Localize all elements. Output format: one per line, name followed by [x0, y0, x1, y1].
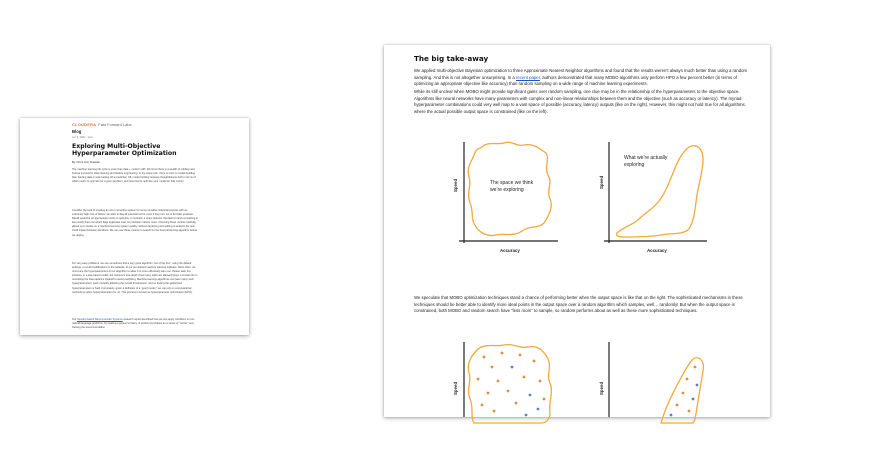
- y-axis-title: Speed: [453, 178, 458, 192]
- sample-point: [694, 366, 697, 369]
- sample-point: [523, 376, 526, 379]
- blog-page-preview: [20, 118, 249, 335]
- section-heading: The big take-away: [414, 54, 489, 63]
- post-paragraph: The machine learning life cycle is more than data + model = API. We know there is a wealth of subtlety and finesse involved in data cleaning and feature engineering. In the same vein, there is more to model-building than feeding data in and reading off a prediction. ML model building requires thoughtfulness both in terms of which metric to optimize for a given problem, and how best to optimize your model for that metric!: [72, 168, 196, 184]
- paragraph-text: We applied multi-objective Bayesian optimization to three Approximate Nearest Neighbor algorithms and found that the results weren’t always much better than using a random sampling. And this is not altogether unsurprising. In a: [414, 68, 748, 80]
- sample-point: [483, 356, 486, 359]
- y-axis-title: Speed: [599, 381, 604, 395]
- sample-point: [525, 414, 528, 417]
- post-paragraph: Our Session-based Recommender Systems research report described how we can apply word2vec to non-natural language problems, by treating a person's history of product purchases as a series of “words,” and framing the recommendation: [72, 318, 195, 330]
- x-axis-title: Accuracy: [647, 248, 667, 253]
- figure-space-we-think: [454, 137, 564, 257]
- report-link[interactable]: Session-based Recommender Systems: [77, 318, 123, 321]
- sample-point: [537, 408, 540, 411]
- sample-point: [696, 384, 699, 387]
- sample-point: [491, 366, 494, 369]
- sample-point: [688, 410, 691, 413]
- sample-point: [539, 380, 542, 383]
- brand-logo[interactable]: CLOUDERA: [72, 122, 97, 127]
- sample-point: [670, 414, 673, 417]
- recent-paper-link[interactable]: recent paper: [516, 74, 540, 80]
- explored-region-outline: [468, 345, 551, 423]
- figure-annotation: What we’re actually: [624, 155, 668, 161]
- explored-region-outline: [661, 358, 703, 423]
- post-paragraph: Consider the task of creating an error correction system for some sensitive industrial process with an extremely high cost of failure: we want to flag all potential errors, even if they turn out to be false positives. Recall would be an appropriate metric to optimize. In contrast, a spam detector that fails to catch something is less costly than one which flags legitimate mail, so precision matters more. Choosing these metrics carefully allows us to iterate on a machine learning system quickly, without deploying and waiting to analyze the real-world impact between iterations. We can use these metrics to search for the best performing algorithm before we deploy.: [72, 209, 198, 237]
- sample-point: [529, 394, 532, 397]
- sample-point: [511, 366, 514, 369]
- sample-point: [497, 380, 500, 383]
- sample-point: [487, 392, 490, 395]
- article-paragraph: While its still unclear when MOBO might provide significant gains over random sampling, one clue may be in the relationship of the hyperparameters to the objective space. Algorithms like neural networks have many parameters with complex and non-linear relationships between them and the objective (such as accuracy or latency). The myriad hyperparameter combinations could very well map to a vast space of possible (accuracy, latency) outputs (like on the right). However, this might not hold true for all algorithms, where the actual possible output space is constrained (like on the left).: [414, 89, 746, 114]
- figure-actually-exploring: [599, 137, 714, 257]
- sample-point: [493, 410, 496, 413]
- figure-random-sampling-wide: [454, 337, 564, 417]
- article-paragraph: [414, 68, 750, 88]
- post-title: Exploring Multi-Objective Hyperparameter Optimization: [72, 143, 177, 158]
- sample-points: [477, 352, 546, 417]
- paragraph-text: , authors demonstrated that many MOBO algorithms only perform HPO a few percent better (in terms of optimizing an appropriate objective like accuracy) than random sampling on a wide range of machine learning experiments.: [414, 74, 737, 87]
- figure-random-sampling-constrained: [599, 337, 714, 417]
- sample-point: [481, 404, 484, 407]
- sample-point: [515, 402, 518, 405]
- sample-point: [501, 352, 504, 355]
- sample-point: [692, 398, 695, 401]
- figure-annotation: we’re exploring: [490, 187, 524, 193]
- post-author: By Chris Ann Rawski: [72, 160, 100, 164]
- figure-annotation: The space we think: [490, 180, 534, 186]
- brand-subtitle: Fast Forward Labs: [98, 122, 132, 127]
- figure-annotation: exploring: [624, 162, 645, 168]
- article-paragraph: We speculate that MOBO optimization techniques stand a chance of performing better when the output space is like that on the right. The sophisticated mechanisms in these techniques should be better able to identify more ideal points in the output space over a random algorithm which samples, well… randomly! But when the output space is constrained, both MOBO and random search have “less room” to sample, so random performs about as well as these more sophisticated techniques.: [414, 295, 743, 314]
- sample-point: [682, 392, 685, 395]
- post-meta: Jul. 9, 2021 · post: [72, 136, 93, 139]
- y-axis-title: Speed: [453, 381, 458, 395]
- post-paragraph: For very easy problems, we can sometimes find a very good algorithm “out of the box”, using the default settings, or small modifications to the defaults, of our pre-trained machine learning software. More often, we must tune the hyperparameters of our algorithm to allow it to more effectively learn our chosen task. For instance, in a tree-based model, the maximum tree depth (how many splits are allowed) plays a crucial role in controlling the bias-variance tradeoff to avoid overfitting. Machine learning algorithms can have many such hyperparameters, each mutually affecting the overall fit behaviour, and so finding the global best hyperparameters is hard. Fortunately, given a definition of a “good model,” we can rely on computational methods to select hyperparameters for us. This process is known as hyperparameter optimization (HPO).: [72, 262, 198, 294]
- sample-point: [543, 398, 546, 401]
- sample-point: [676, 404, 679, 407]
- y-axis-title: Speed: [599, 175, 604, 189]
- sample-point: [507, 390, 510, 393]
- x-axis-title: Accuracy: [500, 248, 520, 253]
- brand-header: [72, 122, 132, 127]
- article-page: [384, 45, 770, 417]
- post-paragraph-rest: research report described how we can apply word2vec to non-natural language problems, by treating a person's history of product purchases as a series of “words,” and framing the recommendation: [72, 318, 195, 330]
- sample-point: [533, 360, 536, 363]
- section-label[interactable]: Blog: [72, 129, 82, 134]
- sample-point: [477, 378, 480, 381]
- sample-point: [519, 354, 522, 357]
- sample-point: [686, 378, 689, 381]
